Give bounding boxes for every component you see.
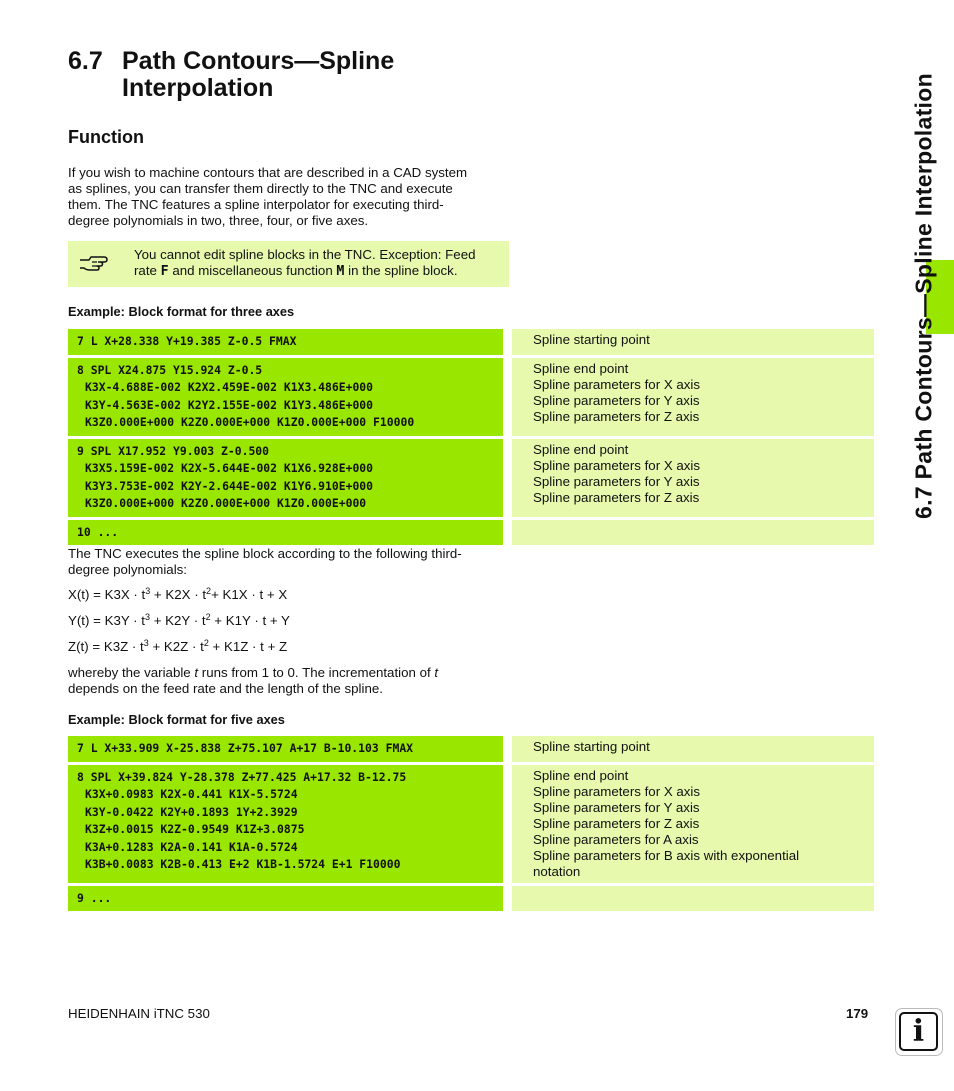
comment-cell xyxy=(512,736,874,762)
nc-code-cell xyxy=(68,765,503,883)
nc-code-line: K3A+0.1283 K2A-0.141 K1A-0.5724 xyxy=(85,839,298,854)
formula-y: $Y(t) = K3Y \cdot t^3 + K2Y \cdot t^2 + K1Y \cdot t + Y$ xyxy=(68,612,290,628)
nc-code-line: 7 L X+28.338 Y+19.385 Z-0.5 FMAX xyxy=(77,334,297,348)
table-row xyxy=(68,329,874,355)
intro-line: them. The TNC features a spline interpolator for executing third- xyxy=(68,197,444,212)
comment-line: Spline parameters for B axis with exponential xyxy=(533,847,800,863)
comment-line: Spline starting point xyxy=(533,739,650,754)
comment-line: Spline parameters for X axis xyxy=(533,376,701,392)
nc-code-line: K3Z0.000E+000 K2Z0.000E+000 K1Z0.000E+000 F10000 xyxy=(85,415,415,429)
side-banner-text: 6.7 Path Contours—Spline Interpolation xyxy=(910,73,937,519)
comment-cell xyxy=(512,358,874,436)
chapter-title-line1: Path Contours—Spline xyxy=(122,47,395,75)
nc-code-line: 10 ... xyxy=(77,524,119,539)
comment-line: Spline parameters for Z axis xyxy=(533,408,700,424)
table-row xyxy=(68,886,874,912)
intro-line: degree polynomials in two, three, four, or five axes. xyxy=(68,213,369,228)
nc-code-cell xyxy=(68,736,503,762)
example-heading-five-axes: Example: Block format for five axes xyxy=(68,712,285,727)
nc-code-cell xyxy=(68,886,503,912)
nc-code-line: K3X-4.688E-002 K2X2.459E-002 K1X3.486E+000 xyxy=(85,380,374,394)
formula-z: $Z(t) = K3Z \cdot t^3 + K2Z \cdot t^2 + K1Z \cdot t + Z$ xyxy=(68,638,288,654)
intro-line: If you wish to machine contours that are described in a CAD system xyxy=(68,165,468,180)
nc-code-line: 8 SPL X+39.824 Y-28.378 Z+77.425 A+17.32 B-12.75 xyxy=(77,769,407,784)
nc-code-cell xyxy=(68,329,503,355)
note-box xyxy=(68,241,509,287)
comment-line: Spline parameters for Z axis xyxy=(533,489,700,505)
nc-code-cell xyxy=(68,358,503,436)
footer-manual-name: HEIDENHAIN iTNC 530 xyxy=(68,1006,210,1021)
comment-line: Spline end point xyxy=(533,360,629,376)
table-row xyxy=(68,358,874,436)
chapter-title-line2: Interpolation xyxy=(122,74,274,102)
nc-code-line: 8 SPL X24.875 Y15.924 Z-0.5 xyxy=(77,362,263,377)
nc-code-line: K3X5.159E-002 K2X-5.644E-002 K1X6.928E+000 xyxy=(85,461,374,475)
page-number: 179 xyxy=(846,1006,869,1021)
nc-code-line: K3Y-0.0422 K2Y+0.1893 1Y+2.3929 xyxy=(85,804,298,819)
comment-line: Spline parameters for A axis xyxy=(533,831,699,847)
comment-line: Spline parameters for Y axis xyxy=(533,799,700,815)
info-icon xyxy=(895,1008,943,1056)
comment-cell xyxy=(512,765,874,883)
pointing-hand-icon xyxy=(78,251,110,273)
nc-code-line: 7 L X+33.909 X-25.838 Z+75.107 A+17 B-10.103 FMAX xyxy=(77,741,414,755)
nc-code-line: 9 SPL X17.952 Y9.003 Z-0.500 xyxy=(77,443,270,458)
variable-paragraph: whereby the variable t runs from 1 to 0. The incrementation of t depends on the feed rate and the length of the spline. xyxy=(68,665,439,696)
note-text: You cannot edit spline blocks in the TNC. Exception: Feed rate F and miscellaneous function M in the spline block. xyxy=(134,247,476,279)
comment-line: notation xyxy=(533,863,581,879)
polynomial-intro: The TNC executes the spline block according to the following third- degree polynomials: xyxy=(68,546,462,577)
example-table-five-axes xyxy=(68,736,874,914)
comment-cell xyxy=(512,439,874,517)
nc-code-cell xyxy=(68,520,503,546)
table-row xyxy=(68,765,874,883)
nc-code-line: K3Y3.753E-002 K2Y-2.644E-002 K1Y6.910E+000 xyxy=(85,478,374,493)
nc-code-line: K3Y-4.563E-002 K2Y2.155E-002 K1Y3.486E+000 xyxy=(85,397,374,412)
nc-code-line: 9 ... xyxy=(77,890,112,905)
table-row xyxy=(68,520,874,546)
formula-x: $X(t) = K3X \cdot t^3 + K2X \cdot t^2+ K1X \cdot t + X$ xyxy=(68,586,288,602)
comment-line: Spline end point xyxy=(533,767,629,783)
comment-cell xyxy=(512,329,874,355)
example-table-three-axes xyxy=(68,329,874,548)
intro-line: as splines, you can transfer them directly to the TNC and execute xyxy=(68,181,453,196)
chapter-title xyxy=(68,48,394,102)
info-icon-glyph: i xyxy=(899,1012,938,1051)
table-row xyxy=(68,439,874,517)
example-heading-three-axes: Example: Block format for three axes xyxy=(68,304,295,319)
comment-line: Spline parameters for Y axis xyxy=(533,473,700,489)
nc-code-line: K3Z0.000E+000 K2Z0.000E+000 K1Z0.000E+000 xyxy=(85,496,367,510)
nc-code-line: K3X+0.0983 K2X-0.441 K1X-5.5724 xyxy=(85,787,298,801)
feed-rate-code: F xyxy=(160,264,169,279)
section-title: Function xyxy=(68,127,144,147)
table-row xyxy=(68,736,874,762)
comment-line: Spline parameters for X axis xyxy=(533,457,701,473)
comment-line: Spline parameters for X axis xyxy=(533,783,701,799)
intro-paragraph xyxy=(68,165,510,229)
comment-cell xyxy=(512,886,874,912)
comment-line: Spline parameters for Z axis xyxy=(533,815,700,831)
nc-code-line: K3B+0.0083 K2B-0.413 E+2 K1B-1.5724 E+1 F10000 xyxy=(85,857,401,871)
comment-cell xyxy=(512,520,874,546)
comment-line: Spline end point xyxy=(533,441,629,457)
nc-code-cell xyxy=(68,439,503,517)
side-banner xyxy=(894,36,954,556)
chapter-number: 6.7 xyxy=(68,47,103,75)
nc-code-line: K3Z+0.0015 K2Z-0.9549 K1Z+3.0875 xyxy=(85,822,305,836)
comment-line: Spline parameters for Y axis xyxy=(533,392,700,408)
comment-line: Spline starting point xyxy=(533,332,650,347)
misc-function-code: M xyxy=(336,264,345,279)
